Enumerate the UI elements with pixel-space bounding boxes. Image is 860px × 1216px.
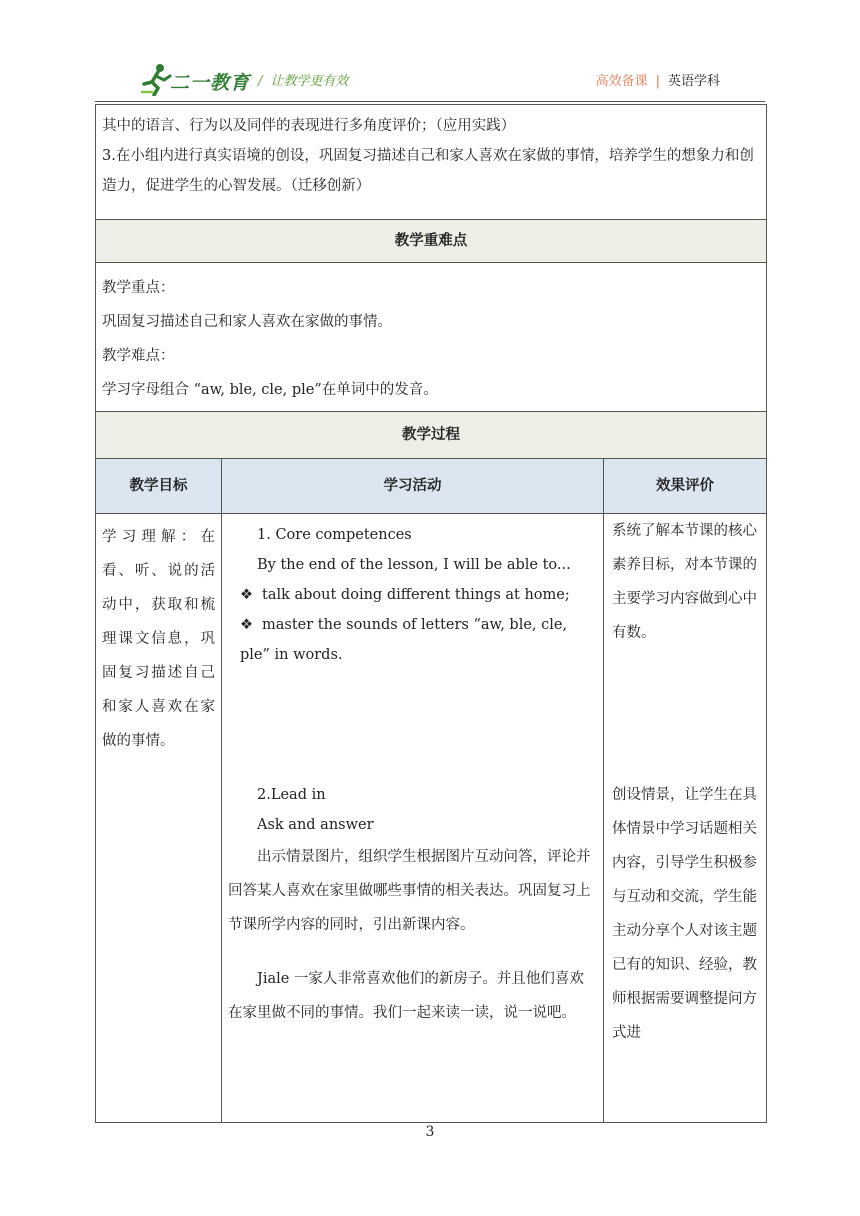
header-right bbox=[596, 70, 720, 89]
column-header-row bbox=[96, 459, 767, 514]
header-tag-prep: 高效备课 bbox=[595, 74, 648, 89]
key-points-row bbox=[96, 263, 767, 412]
goal-cell bbox=[96, 514, 222, 1123]
brand-logo bbox=[140, 62, 263, 98]
process-title: 教学过程 bbox=[96, 412, 767, 459]
key-points-header-row bbox=[96, 220, 767, 263]
evaluation-2: 创设情景，让学生在具体情景中学习话题相关内容，引导学生积极参与互动和交流，学生能主动分享个人对该主题已有的知识、经验，教师根据需要调整提问方式进 bbox=[612, 787, 757, 1041]
objectives-row bbox=[96, 105, 767, 220]
running-man-icon bbox=[140, 62, 174, 96]
focus-text: 巩固复习描述自己和家人喜欢在家做的事情。 bbox=[102, 314, 392, 330]
process-header-row bbox=[96, 412, 767, 459]
header-divider bbox=[95, 101, 765, 102]
page-number: 3 bbox=[425, 1124, 435, 1140]
difficulty-label: 教学难点： bbox=[102, 348, 175, 364]
objectives-cell bbox=[96, 105, 767, 220]
key-points-title: 教学重难点 bbox=[96, 220, 767, 263]
slogan-text: 让教学更有效 bbox=[270, 74, 349, 89]
slogan bbox=[258, 70, 348, 89]
diamond-bullet-icon: ❖ bbox=[240, 617, 253, 633]
lead-paragraph-1: 出示情景图片，组织学生根据图片互动问答，评论并回答某人喜欢在家里做哪些事情的相关表达。巩固复习上节课所学内容的同时，引出新课内容。 bbox=[228, 849, 591, 933]
objective-line-2: 3.在小组内进行真实语境的创设，巩固复习描述自己和家人喜欢在家做的事情，培养学生的想象力和创造力，促进学生的心智发展。（迁移创新） bbox=[102, 148, 754, 194]
slogan-separator: / bbox=[258, 74, 263, 89]
lead-paragraph-2: Jiale 一家人非常喜欢他们的新房子。并且他们喜欢在家里做不同的事情。我们一起来读一读，说一说吧。 bbox=[228, 971, 584, 1021]
header-separator: | bbox=[655, 74, 660, 89]
bullet-text-2: master the sounds of letters “aw, ble, cle, ple” in words. bbox=[240, 617, 568, 663]
column-header-goal: 教学目标 bbox=[96, 459, 222, 514]
spacer bbox=[228, 942, 597, 962]
bullet-item-2 bbox=[228, 610, 597, 670]
core-title: 1. Core competences bbox=[257, 527, 412, 543]
bullet-text-1: talk about doing different things at home; bbox=[262, 587, 570, 603]
spacer bbox=[612, 650, 758, 778]
column-header-evaluation: 效果评价 bbox=[604, 459, 767, 514]
evaluation-cell bbox=[604, 514, 767, 1123]
difficulty-text: 学习字母组合 “aw, ble, cle, ple”在单词中的发音。 bbox=[102, 382, 438, 398]
column-header-activity: 学习活动 bbox=[222, 459, 604, 514]
page-header bbox=[140, 62, 740, 102]
objective-line-1: 其中的语言、行为以及同伴的表现进行多角度评价；（应用实践） bbox=[102, 118, 516, 134]
logo-text: 二一教育 bbox=[170, 72, 251, 94]
diamond-bullet-icon: ❖ bbox=[240, 587, 253, 603]
focus-label: 教学重点： bbox=[102, 280, 175, 296]
header-subject: 英语学科 bbox=[667, 74, 720, 89]
lesson-plan-table bbox=[95, 104, 767, 1123]
core-intro: By the end of the lesson, I will be able to... bbox=[257, 557, 571, 573]
process-content-row bbox=[96, 514, 767, 1123]
key-points-cell bbox=[96, 263, 767, 412]
lead-title: 2.Lead in bbox=[257, 787, 326, 803]
bullet-item-1 bbox=[228, 580, 597, 610]
spacer bbox=[228, 670, 597, 780]
evaluation-1: 系统了解本节课的核心素养目标，对本节课的主要学习内容做到心中有数。 bbox=[612, 523, 757, 641]
lead-subtitle: Ask and answer bbox=[257, 817, 374, 833]
goal-text: 学习理解：在看、听、说的活动中，获取和梳理课文信息，巩固复习描述自己和家人喜欢在家做的事情。 bbox=[102, 529, 215, 749]
activity-cell bbox=[222, 514, 604, 1123]
